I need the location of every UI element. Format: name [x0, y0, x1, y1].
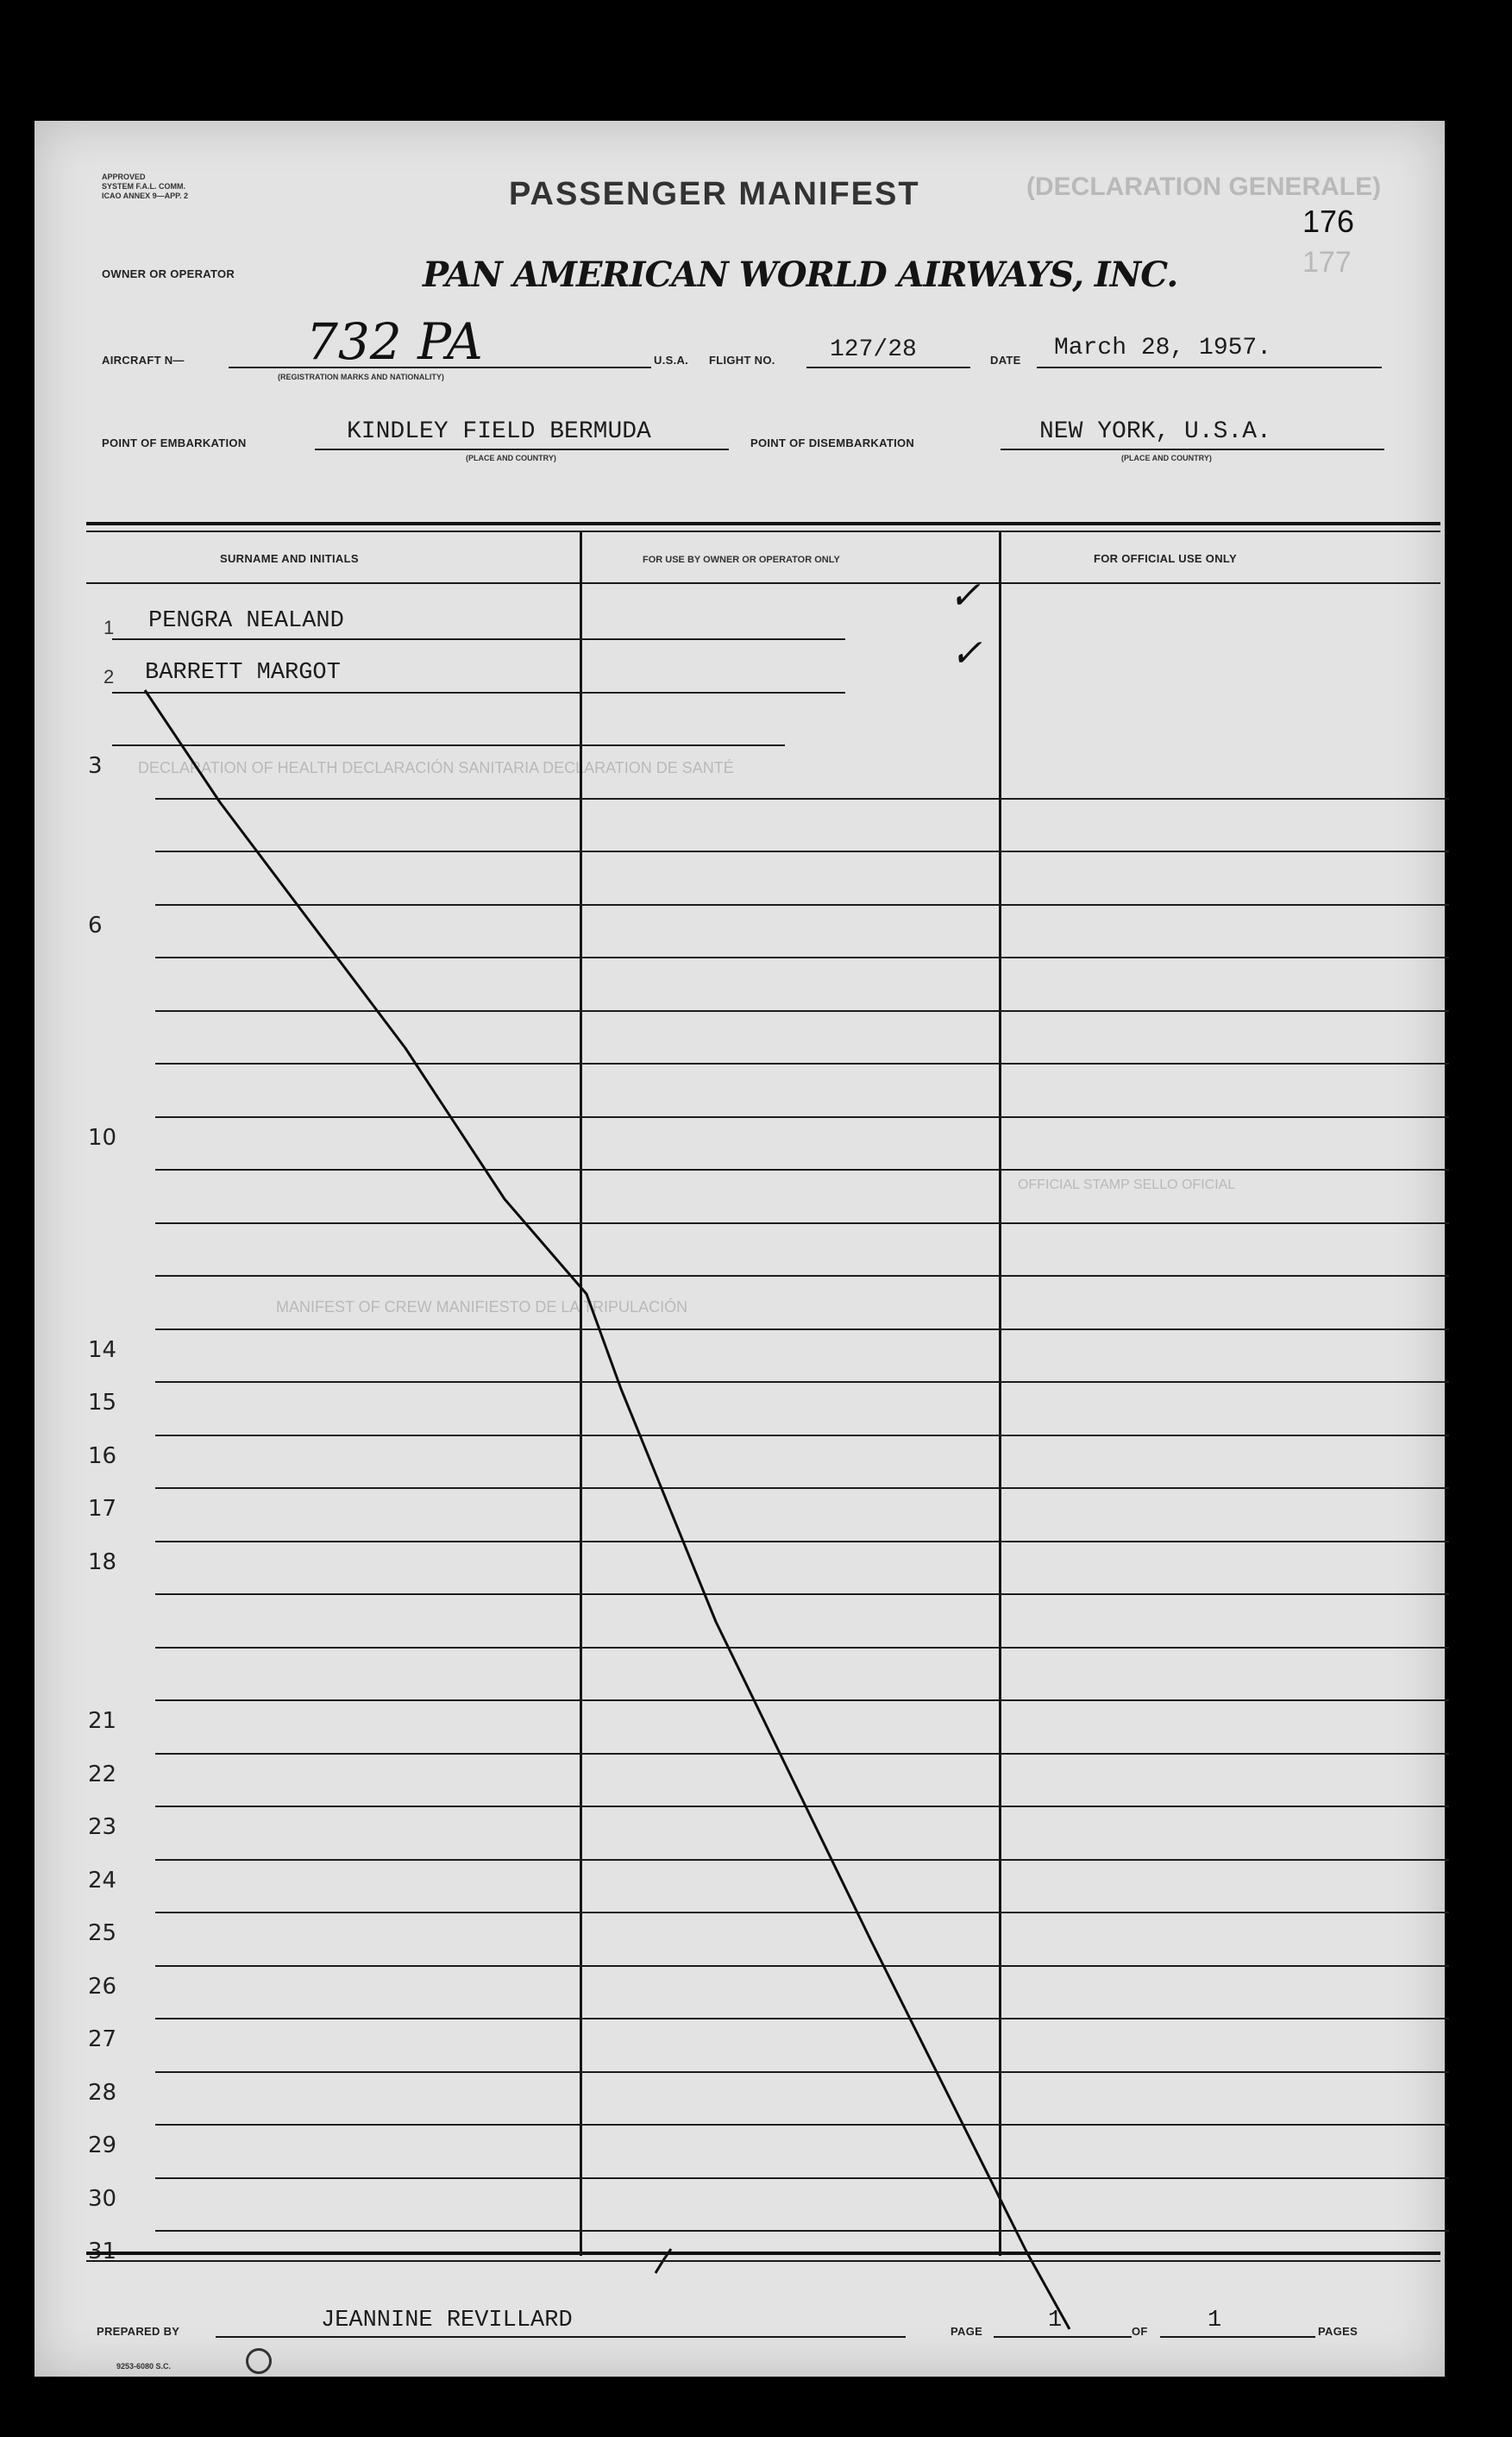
ghost-title: (DECLARATION GENERALE): [1026, 173, 1382, 201]
check-mark-icon: ✓: [950, 631, 982, 675]
owner-label: OWNER OR OPERATOR: [102, 267, 235, 280]
row-number: 2: [104, 666, 115, 688]
row-number: 6: [88, 913, 103, 939]
ghost-line-crew: MANIFEST OF CREW MANIFIESTO DE LA TRIPULACIÓN: [276, 1298, 688, 1316]
check-mark-icon: ✓: [949, 574, 981, 618]
row-number: 28: [88, 2080, 117, 2106]
embarkation-label: POINT OF EMBARKATION: [102, 437, 247, 449]
of-label: OF: [1132, 2325, 1148, 2338]
union-bug-icon: [246, 2348, 272, 2374]
aircraft-sublabel: (REGISTRATION MARKS AND NATIONALITY): [278, 373, 444, 381]
page-label: PAGE: [950, 2325, 983, 2338]
row-number: 24: [88, 1868, 117, 1894]
row-number: 25: [88, 1920, 117, 1946]
embarkation-sublabel: (PLACE AND COUNTRY): [466, 454, 556, 462]
aircraft-value: 732 PA: [306, 312, 483, 371]
date-value: March 28, 1957.: [1054, 335, 1272, 361]
embarkation-value: KINDLEY FIELD BERMUDA: [347, 418, 651, 445]
of-value: 1: [1208, 2308, 1222, 2333]
row-number: 23: [88, 1814, 117, 1840]
cancellation-stroke: [35, 121, 1445, 2377]
row-number: 17: [88, 1496, 117, 1522]
column-header-owner-use: FOR USE BY OWNER OR OPERATOR ONLY: [643, 555, 840, 565]
aircraft-label: AIRCRAFT N—: [102, 354, 185, 367]
row-number: 15: [88, 1390, 117, 1416]
disembarkation-sublabel: (PLACE AND COUNTRY): [1121, 454, 1212, 462]
passenger-name: PENGRA NEALAND: [148, 608, 344, 634]
page-value: 1: [1048, 2308, 1063, 2333]
prepared-by-label: PREPARED BY: [97, 2325, 180, 2338]
ghost-line-stamp: OFFICIAL STAMP SELLO OFICIAL: [1018, 1178, 1236, 1192]
row-number: 10: [88, 1125, 117, 1151]
column-header-official-use: FOR OFFICIAL USE ONLY: [1094, 552, 1237, 565]
ghost-stamp: 177: [1302, 246, 1352, 279]
row-number: 29: [88, 2132, 117, 2158]
disembarkation-value: NEW YORK, U.S.A.: [1039, 418, 1271, 445]
page-title: PASSENGER MANIFEST: [509, 176, 920, 212]
row-number: 27: [88, 2026, 117, 2052]
row-number: 18: [88, 1549, 117, 1575]
page-underline: [994, 2336, 1132, 2338]
row-number: 21: [88, 1708, 117, 1734]
owner-value: PAN AMERICAN WORLD AIRWAYS, INC.: [423, 254, 1178, 295]
disembarkation-label: POINT OF DISEMBARKATION: [750, 437, 915, 449]
manifest-paper: [35, 121, 1445, 2377]
page-stamp-number: 176: [1302, 204, 1355, 239]
column-header-surname: SURNAME AND INITIALS: [220, 552, 359, 565]
row-number: 26: [88, 1974, 117, 2000]
prepared-by-value: JEANNINE REVILLARD: [321, 2308, 573, 2333]
passenger-name: BARRETT MARGOT: [145, 660, 341, 686]
approval-block: APPROVED SYSTEM F.A.L. COMM. ICAO ANNEX 9—APP. 2: [102, 173, 189, 200]
row-number: 16: [88, 1443, 117, 1469]
flight-value: 127/28: [830, 336, 917, 363]
nationality-label: U.S.A.: [654, 354, 689, 367]
date-label: DATE: [990, 354, 1021, 367]
footer-top-rule: [86, 2252, 1440, 2255]
row-number: 22: [88, 1762, 117, 1787]
pages-label: PAGES: [1318, 2325, 1358, 2338]
prepared-by-underline: [216, 2336, 906, 2338]
footer-top-rule-2: [86, 2260, 1440, 2262]
row-number: 30: [88, 2186, 117, 2212]
row-number: 1: [104, 617, 115, 638]
of-underline: [1160, 2336, 1315, 2338]
row-number: 3: [88, 753, 103, 779]
ghost-line-health: DECLARATION OF HEALTH DECLARACIÓN SANITARIA DECLARATION DE SANTÉ: [138, 759, 734, 776]
form-code: 9253-6080 S.C.: [116, 2362, 172, 2371]
row-number: 31: [88, 2239, 117, 2264]
row-number: 14: [88, 1337, 117, 1363]
flight-label: FLIGHT NO.: [709, 354, 775, 367]
